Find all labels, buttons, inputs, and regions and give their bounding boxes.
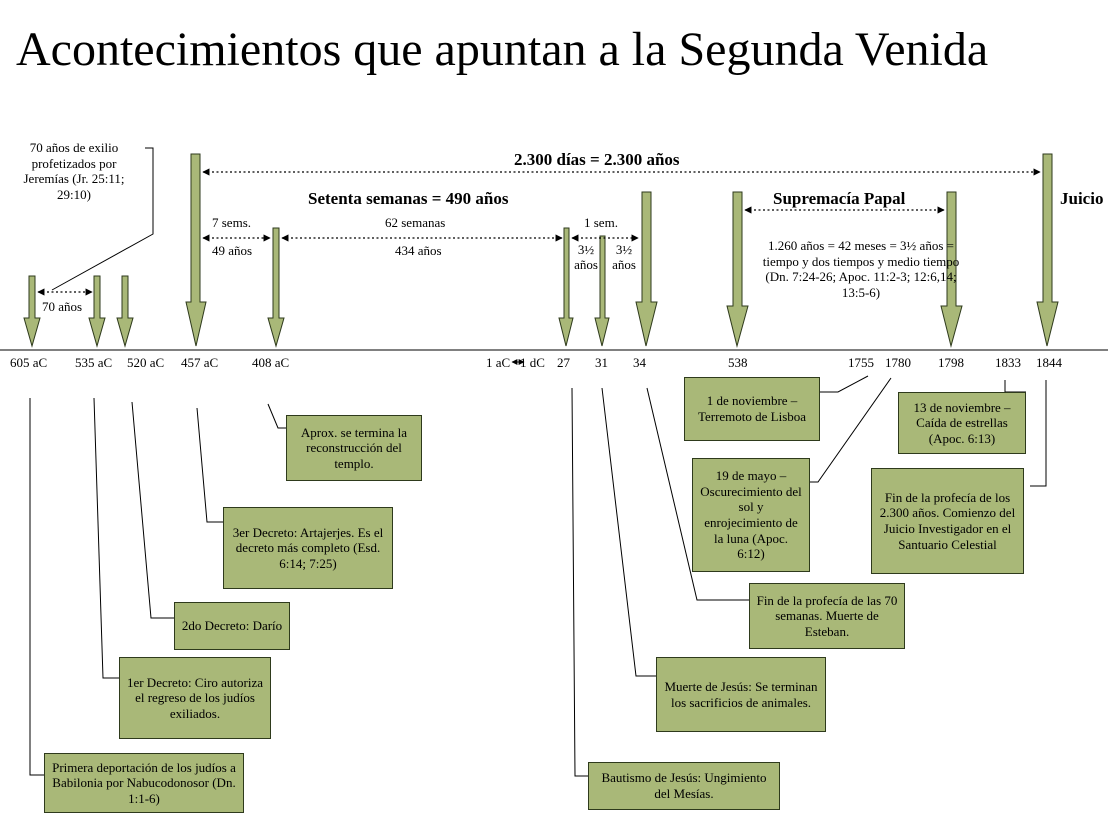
header-setenta-semanas: Setenta semanas = 490 años — [308, 189, 509, 208]
event-box-lisboa: 1 de noviembre – Terremoto de Lisboa — [684, 377, 820, 441]
arrow-538 — [727, 192, 748, 346]
label-70-anos: 70 años — [42, 299, 83, 314]
year-label: 1798 — [938, 355, 964, 370]
event-box-sol: 19 de mayo – Oscurecimiento del sol y enrojecimiento de la luna (Apoc. 6:12) — [692, 458, 810, 572]
header-juicio: Juicio — [1060, 189, 1104, 208]
year-label: 538 — [728, 355, 748, 370]
event-box-ciro: 1er Decreto: Ciro autoriza el regreso de los judíos exiliados. — [119, 657, 271, 739]
event-box-estrellas: 13 de noviembre – Caída de estrellas (Apoc. 6:13) — [898, 392, 1026, 454]
label-half-week-b — [611, 243, 637, 273]
year-label: 1 aC — [486, 355, 511, 370]
arrow-520 — [117, 276, 133, 346]
arrow-34 — [636, 192, 657, 346]
event-box-bautismo: Bautismo de Jesús: Ungimiento del Mesías. — [588, 762, 780, 810]
year-label: 520 aC — [127, 355, 165, 370]
arrow-535 — [89, 276, 105, 346]
year-label: 1844 — [1036, 355, 1062, 370]
year-label: 34 — [633, 355, 646, 370]
page-title: Acontecimientos que apuntan a la Segunda Venida — [16, 23, 989, 76]
half-b-unit: años — [612, 256, 636, 272]
year-label: 1 dC — [520, 355, 545, 370]
year-label: 457 aC — [181, 355, 219, 370]
event-box-muerte: Muerte de Jesús: Se terminan los sacrificios de animales. — [656, 657, 826, 732]
arrow-27 — [559, 228, 573, 346]
label-half-week-a — [573, 243, 599, 273]
label-49-anos: 49 años — [212, 243, 253, 258]
label-7-sems: 7 sems. — [212, 215, 251, 230]
year-label: 1833 — [995, 355, 1021, 370]
label-62-semanas: 62 semanas — [385, 215, 446, 230]
event-box-deportacion: Primera deportación de los judíos a Babilonia por Nabucodonosor (Dn. 1:1-6) — [44, 753, 244, 813]
half-a-num: 3½ — [577, 242, 595, 257]
event-box-dario: 2do Decreto: Darío — [174, 602, 290, 650]
year-label: 1755 — [848, 355, 874, 370]
year-label: 31 — [595, 355, 608, 370]
year-label: 535 aC — [75, 355, 113, 370]
half-b-num: 3½ — [615, 242, 633, 257]
event-box-juicio-investigador: Fin de la profecía de los 2.300 años. Comienzo del Juicio Investigador en el Santuario Celestial — [871, 468, 1024, 574]
arrow-408 — [268, 228, 284, 346]
event-box-artajerjes: 3er Decreto: Artajerjes. Es el decreto más completo (Esd. 6:14; 7:25) — [223, 507, 393, 589]
label-1-sem: 1 sem. — [584, 215, 618, 230]
arrow-605 — [24, 276, 40, 346]
papal-note: 1.260 años = 42 meses = 3½ años = tiempo y dos tiempos y medio tiempo (Dn. 7:24-26; Apoc. 11:2-3; 12:6,14; 13:5-6) — [762, 238, 960, 300]
year-label: 408 aC — [252, 355, 290, 370]
year-label: 1780 — [885, 355, 911, 370]
arrow-457 — [186, 154, 206, 346]
year-label: 27 — [557, 355, 570, 370]
half-a-unit: años — [574, 256, 598, 272]
exilio-note: 70 años de exilio profetizados por Jeremías (Jr. 25:11; 29:10) — [23, 140, 125, 202]
year-label: 605 aC — [10, 355, 48, 370]
header-2300-dias: 2.300 días = 2.300 años — [514, 150, 680, 169]
arrow-1844 — [1037, 154, 1058, 346]
label-434-anos: 434 años — [395, 243, 442, 258]
event-box-templo: Aprox. se termina la reconstrucción del templo. — [286, 415, 422, 481]
event-box-esteban: Fin de la profecía de las 70 semanas. Muerte de Esteban. — [749, 583, 905, 649]
header-supremacia-papal: Supremacía Papal — [773, 189, 906, 208]
